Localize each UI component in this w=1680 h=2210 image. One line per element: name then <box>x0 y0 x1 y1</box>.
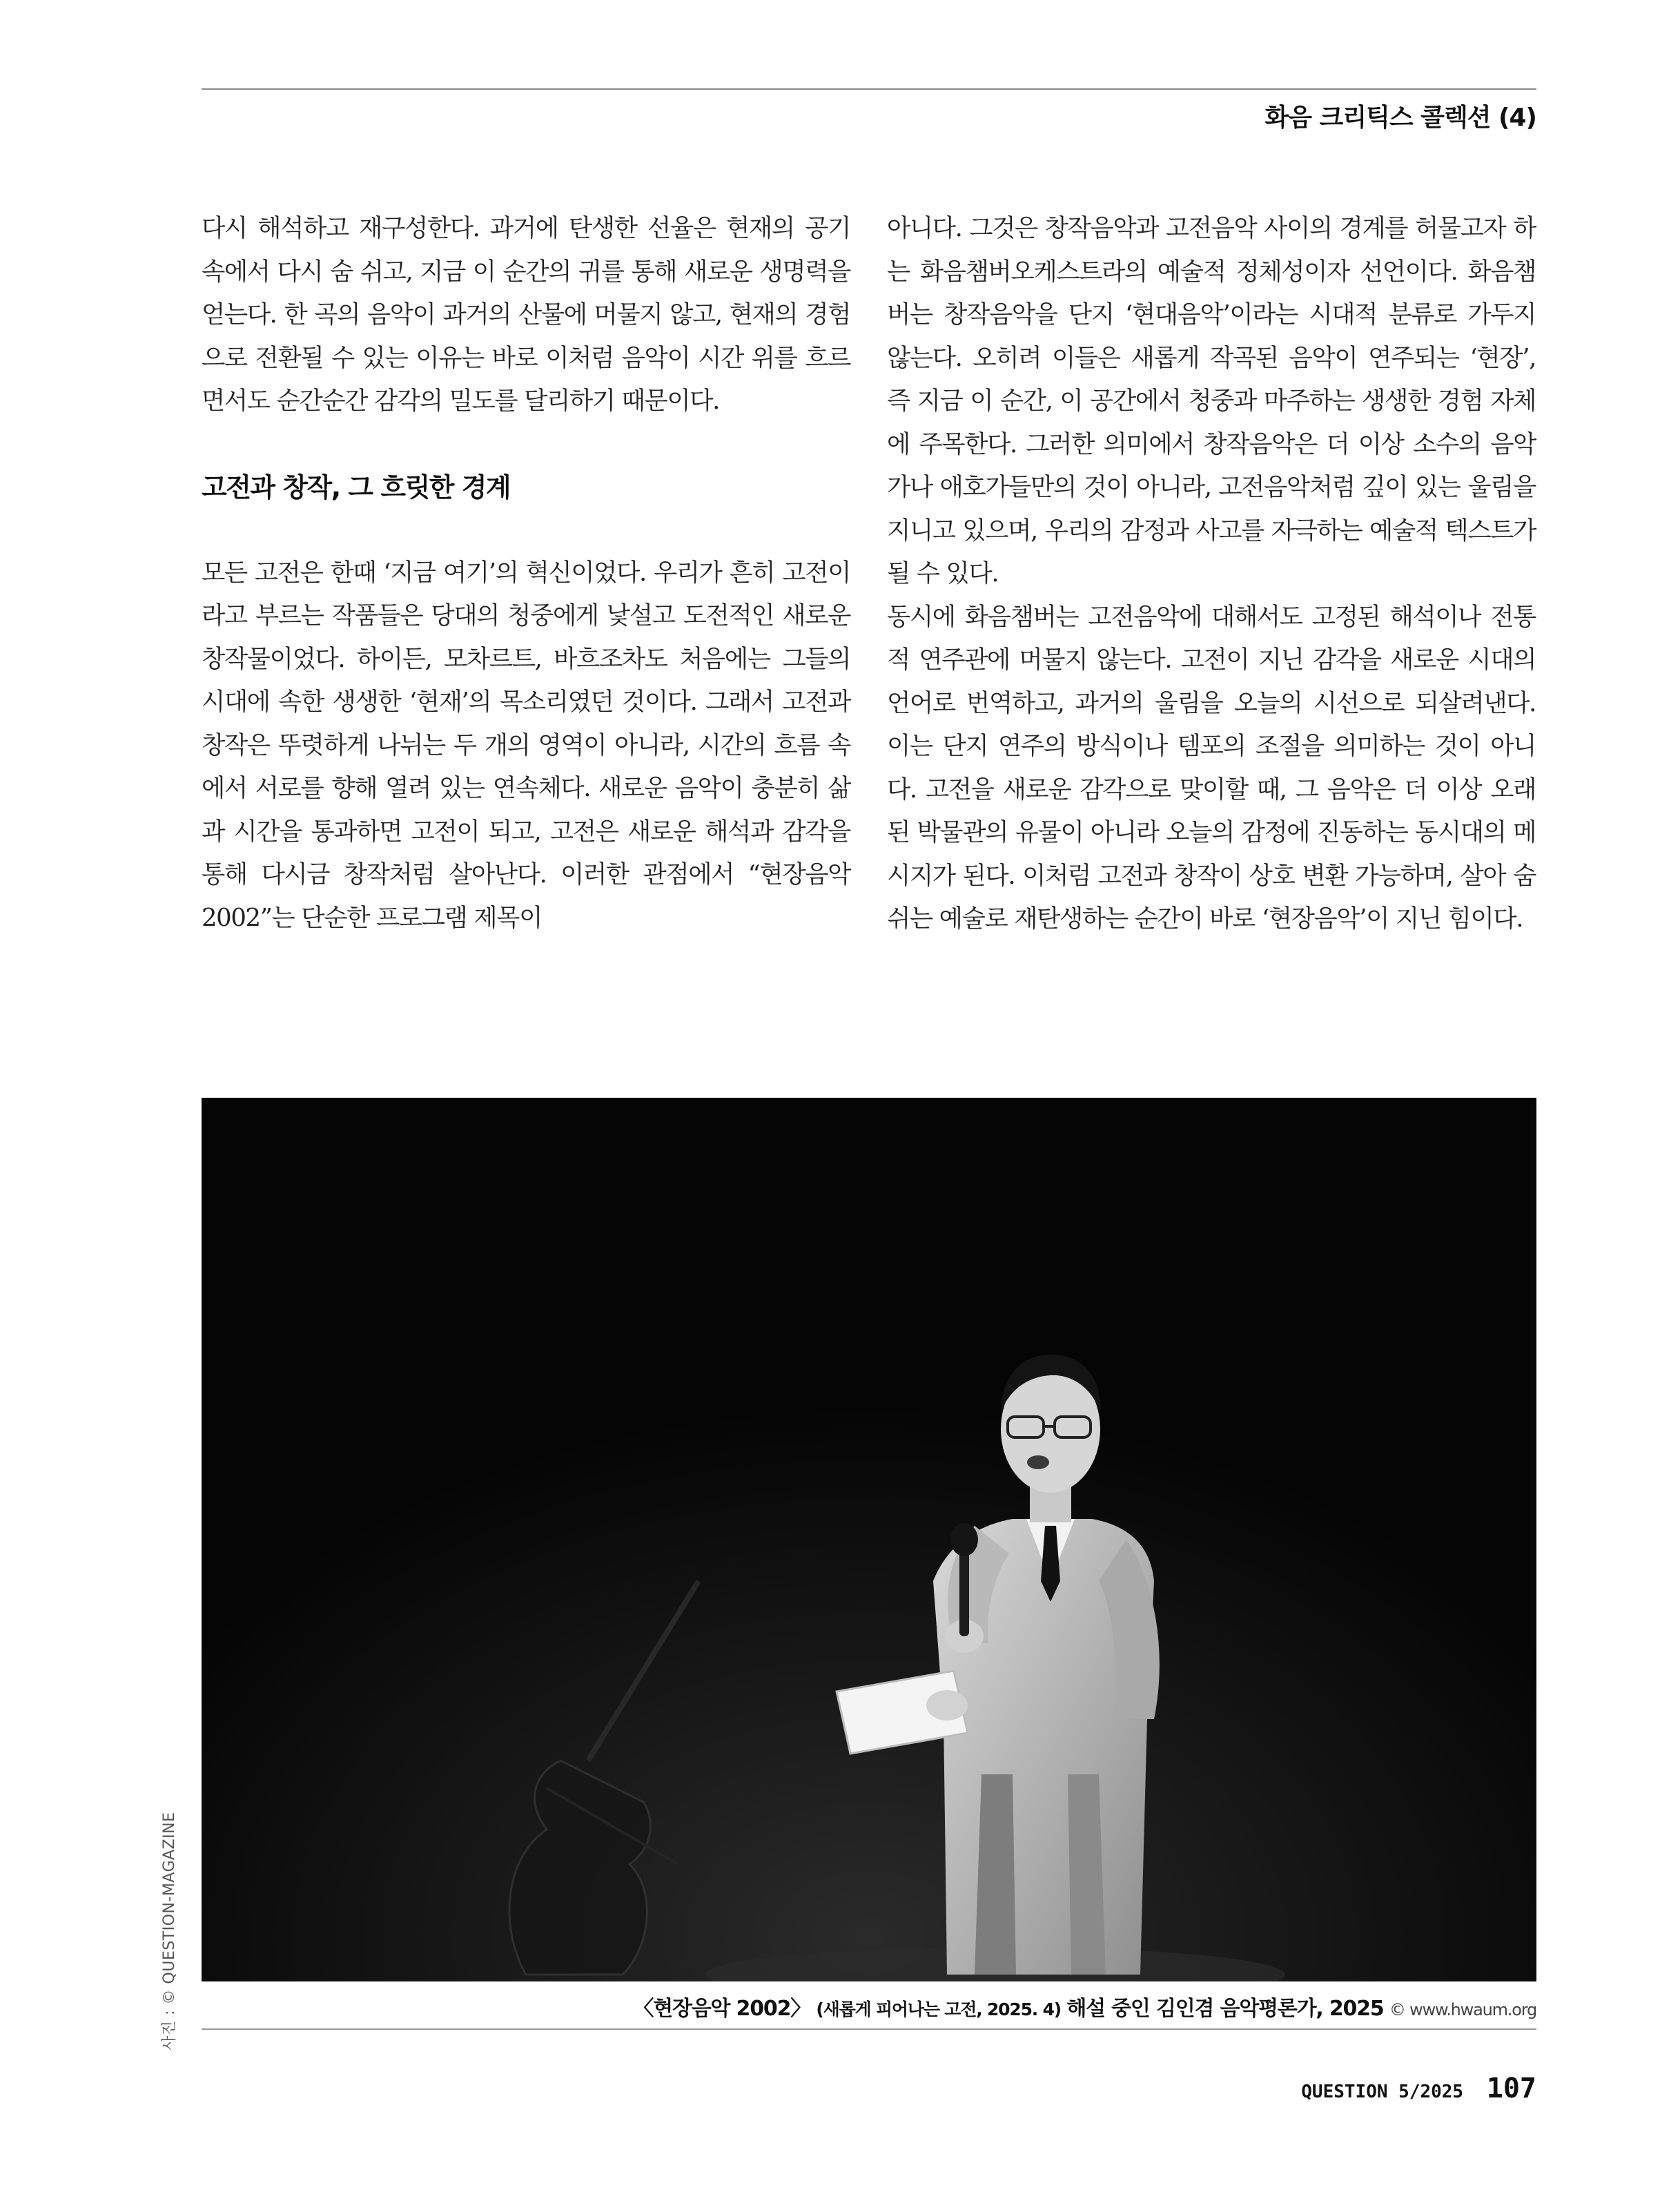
photo-caption <box>633 1991 1536 2022</box>
caption-credit: © www.hwaum.org <box>1389 2000 1536 2019</box>
speaker-on-stage-illustration <box>202 1098 1536 1981</box>
left-column <box>202 207 850 940</box>
magazine-issue: QUESTION 5/2025 <box>1301 2082 1464 2102</box>
caption-title: 〈현장음악 2002〉 <box>633 1997 811 2021</box>
page-number: 107 <box>1486 2073 1536 2104</box>
concert-photo <box>202 1098 1536 1981</box>
right-paragraph-1: 아니다. 그것은 창작음악과 고전음악 사이의 경계를 허물고자 하는 화음챔버오케스트라의 예술적 정체성이자 선언이다. 화음챔버는 창작음악을 단지 ‘현대음악’이라는 시대적 분류로 가두지 않는다. 오히려 이들은 새롭게 작곡된 음악이 연주되는 ‘현장’, 즉 지금 이 순간, 이 공간에서 청중과 마주하는 생생한 경험 자체에 주목한다. 그러한 의미에서 창작음악은 더 이상 소수의 음악가나 애호가들만의 것이 아니라, 고전음악처럼 깊이 있는 울림을 지니고 있으며, 우리의 감정과 사고를 자극하는 예술적 텍스트가 될 수 있다. <box>887 214 1536 588</box>
photo-credit-vertical: 사진 : © QUESTION-MAGAZINE <box>161 1812 178 2051</box>
right-paragraph-2: 동시에 화음챔버는 고전음악에 대해서도 고정된 해석이나 전통적 연주관에 머물지 않는다. 고전이 지닌 감각을 새로운 시대의 언어로 번역하고, 과거의 울림을 오늘의 시선으로 되살려낸다. 이는 단지 연주의 방식이나 템포의 조절을 의미하는 것이 아니다. 고전을 새로운 감각으로 맞이할 때, 그 음악은 더 이상 오래된 박물관의 유물이 아니라 오늘의 감정에 진동하는 동시대의 메시지가 된다. 이처럼 고전과 창작이 상호 변환 가능하며, 살아 숨 쉬는 예술로 재탄생하는 순간이 바로 ‘현장음악’이 지닌 힘이다. <box>887 602 1536 933</box>
body-paragraph: 모든 고전은 한때 ‘지금 여기’의 혁신이었다. 우리가 흔히 고전이라고 부르는 작품들은 당대의 청중에게 낯설고 도전적인 새로운 창작물이었다. 하이든, 모차르트, 바흐조차도 처음에는 그들의 시대에 속한 생생한 ‘현재’의 목소리였던 것이다. 그래서 고전과 창작은 뚜렷하게 나뉘는 두 개의 영역이 아니라, 시간의 흐름 속에서 서로를 향해 열려 있는 연속체다. 새로운 음악이 충분히 삶과 시간을 통과하면 고전이 되고, 고전은 새로운 해석과 감각을 통해 다시금 창작처럼 살아난다. 이러한 관점에서 “현장음악2002”는 단순한 프로그램 제목이 <box>202 558 850 932</box>
page-footer <box>1301 2073 1536 2104</box>
running-header-title: 화음 크리틱스 콜렉션 (4) <box>1264 104 1536 132</box>
caption-description: 해설 중인 김인겸 음악평론가, 2025 <box>1066 1997 1384 2021</box>
right-column <box>887 207 1536 941</box>
footer-rule <box>202 2028 1536 2030</box>
intro-paragraph: 다시 해석하고 재구성한다. 과거에 탄생한 선율은 현재의 공기 속에서 다시 숨 쉬고, 지금 이 순간의 귀를 통해 새로운 생명력을 얻는다. 한 곡의 음악이 과거의 산물에 머물지 않고, 현재의 경험으로 전환될 수 있는 이유는 바로 이처럼 음악이 시간 위를 흐르면서도 순간순간 감각의 밀도를 달리하기 때문이다. <box>202 214 850 415</box>
header-rule <box>202 88 1536 90</box>
section-subheading: 고전과 창작, 그 흐릿한 경계 <box>202 472 511 503</box>
caption-subtitle: (새롭게 피어나는 고전, 2025. 4) <box>816 1999 1061 2019</box>
